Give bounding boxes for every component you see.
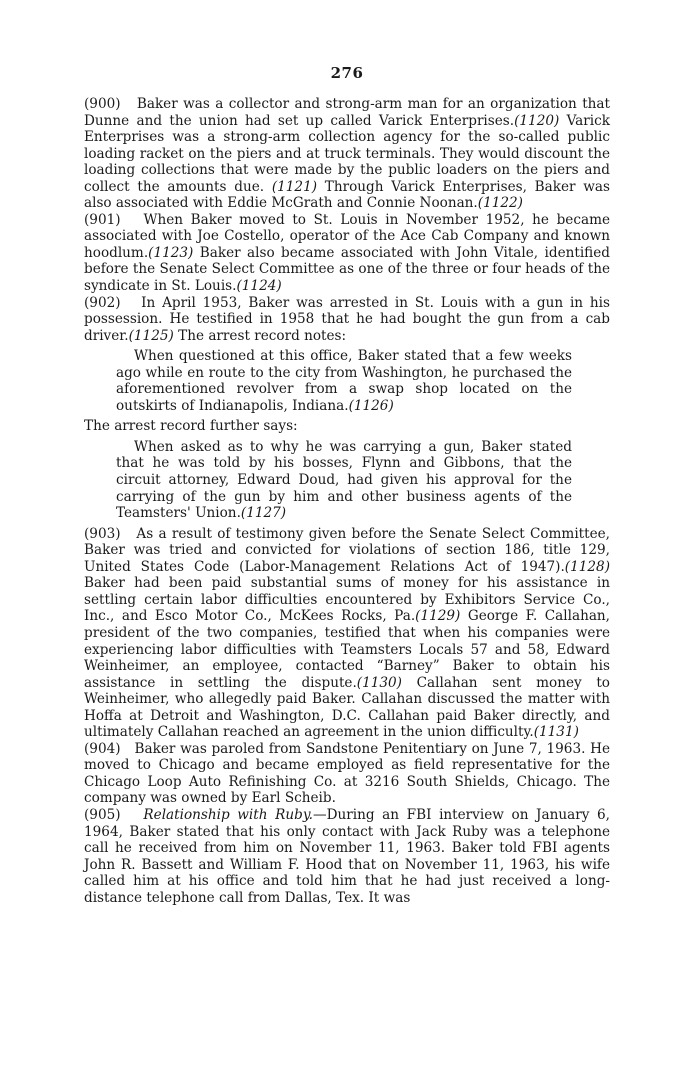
document-page bbox=[84, 64, 610, 906]
paragraph-text: —During an FBI interview on January 6, 1964, Baker stated that his only contact with Jack Ruby was a telephone call he received from him on November 11, 1963. Baker told FBI agents John R. Bassett and William F. Hood that on November 11, 1963, his wife called him at his office and told him that he had just received a long-distance telephone call from Dallas, Tex. It was bbox=[84, 806, 610, 906]
paragraph-number: (901) bbox=[84, 211, 121, 228]
paragraph-text: Through Varick Enterprises, Baker was also associated with Eddie McGrath and Connie Noonan. bbox=[84, 178, 610, 212]
footnote-ref: (1128) bbox=[564, 558, 610, 575]
paragraph-text: Callahan sent money to Weinheimer, who allegedly paid Baker. Callahan discussed the matter with Hoffa at Detroit and Washington, D.C. Callahan paid Baker directly, and ultimately Callahan reached an agreement in the union difficulty. bbox=[84, 674, 610, 741]
paragraph-text: Baker also became associated with John Vitale, identified before the Senate Select Committee as one of the three or four heads of the syndicate in St. Louis. bbox=[84, 244, 610, 295]
paragraph-901 bbox=[84, 212, 610, 295]
paragraph-900 bbox=[84, 96, 610, 212]
paragraph-number: (904) bbox=[84, 740, 121, 757]
paragraph-904 bbox=[84, 741, 610, 807]
block-quote bbox=[116, 439, 572, 522]
paragraph-text: Varick Enterprises was a strong-arm collection agency for the so-called public loading racket on the piers and at truck terminals. They would discount the loading collections that were made by the public loaders on the piers and collect the amounts due. bbox=[84, 112, 610, 195]
paragraph-number: (903) bbox=[84, 525, 121, 542]
footnote-ref: (1127) bbox=[240, 505, 287, 522]
footnote-ref: (1125) bbox=[128, 327, 174, 344]
footnote-ref: (1122) bbox=[477, 195, 523, 212]
lead-in-text: The arrest record further says: bbox=[84, 418, 298, 435]
paragraph-905 bbox=[84, 807, 610, 906]
paragraph-903 bbox=[84, 526, 610, 741]
page-number: 276 bbox=[330, 64, 364, 82]
paragraph-text: The arrest record notes: bbox=[173, 327, 347, 344]
paragraph-number: (900) bbox=[84, 96, 121, 112]
paragraph-text: Baker had been paid substantial sums of money for his assistance in settling certain labor difficulties encountered by Exhibitors Service Co., Inc., and Esco Motor Co., McKees Rocks, Pa. bbox=[84, 575, 610, 625]
footnote-ref: (1123) bbox=[148, 244, 194, 261]
paragraph-number: (905) bbox=[84, 806, 121, 823]
paragraph-902 bbox=[84, 295, 610, 345]
block-quote bbox=[116, 348, 572, 414]
paragraph-text: In April 1953, Baker was arrested in St. Louis with a gun in his possession. He testified in 1958 that he had bought the gun from a cab driver. bbox=[84, 294, 610, 344]
paragraph-text: Baker was a collector and strong-arm man for an organization that Dunne and the union had set up called Varick Enterprises. bbox=[84, 96, 610, 129]
quote-text: When questioned at this office, Baker stated that a few weeks ago while en route to the city from Washington, he purchased the aforementioned revolver from a swap shop located on the outskirts of Indianapolis, Indiana. bbox=[116, 348, 572, 414]
footnote-ref: (1124) bbox=[236, 278, 282, 295]
paragraph-text: When Baker moved to St. Louis in November 1952, he became associated with Joe Costello, operator of the Ace Cab Company and known hoodlum. bbox=[84, 211, 610, 261]
quote-text: When asked as to why he was carrying a gun, Baker stated that he was told by his bosses, Flynn and Gibbons, that the circuit attorney, Edward Doud, had given his approval for the carrying of the gun by him and other business agents of the Teamsters' Union. bbox=[116, 438, 572, 522]
footnote-ref: (1131) bbox=[533, 724, 579, 741]
paragraph-text: Baker was paroled from Sandstone Penitentiary on June 7, 1963. He moved to Chicago and became employed as field representative for the Chicago Loop Auto Refinishing Co. at 3216 South Shields, Chicago. The company was owned by Earl Scheib. bbox=[84, 740, 610, 807]
paragraph-text: George F. Callahan, president of the two companies, testified that when his companies were experiencing labor difficulties with Teamsters Locals 57 and 58, Edward Weinheimer, an employee, contacted “Barney” Baker to obtain his assistance in settling the dispute. bbox=[84, 608, 611, 691]
paragraph-number: (902) bbox=[84, 294, 121, 311]
paragraph-text: As a result of testimony given before the Senate Select Committee, Baker was tried and convicted for violations of section 186, title 129, United States Code (Labor-Management Relations Act of 1947). bbox=[84, 525, 611, 575]
footnote-ref: (1130) bbox=[356, 674, 402, 691]
footnote-ref: (1126) bbox=[348, 397, 394, 414]
footnote-ref: (1129) bbox=[415, 608, 461, 625]
section-heading: Relationship with Ruby. bbox=[143, 806, 314, 823]
footnote-ref: (1120) bbox=[514, 112, 560, 129]
footnote-ref: (1121) bbox=[271, 178, 318, 195]
